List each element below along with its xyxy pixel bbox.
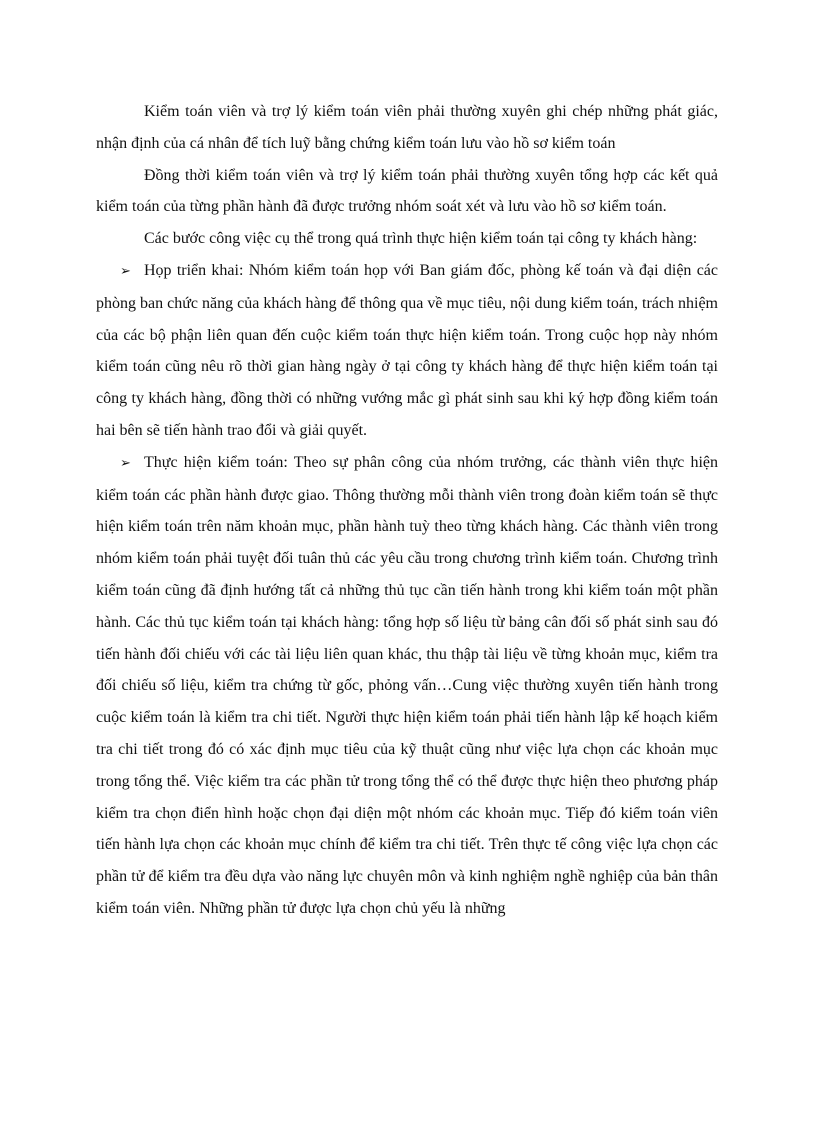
- document-body: [96, 96, 718, 925]
- arrow-bullet-icon: ➢: [120, 263, 131, 279]
- bullet-text: Thực hiện kiểm toán: Theo sự phân công của nhóm trưởng, các thành viên thực hiện kiểm toán các phần hành được giao. Thông thường mỗi thành viên trong đoàn kiểm toán sẽ thực hiện kiểm toán trên năm khoản mục, phần hành tuỳ theo từng khách hàng. Các thành viên trong nhóm kiểm toán phải tuyệt đối tuân thủ các yêu cầu trong chương trình kiểm toán. Chương trình kiểm toán cũng đã định hướng tất cả những thủ tục cần tiến hành trong khi kiểm toán một phần hành. Các thủ tục kiểm toán tại khách hàng: tổng hợp số liệu từ bảng cân đối số phát sinh sau đó tiến hành đối chiếu với các tài liệu liên quan khác, thu thập tài liệu về từng khoản mục, kiểm tra đối chiếu số liệu, kiểm tra chứng từ gốc, phỏng vấn…Cung việc thường xuyên tiến hành trong cuộc kiểm toán là kiểm tra chi tiết. Người thực hiện kiểm toán phải tiến hành lập kế hoạch kiểm tra chi tiết trong đó có xác định mục tiêu của kỹ thuật cũng như việc lựa chọn các khoản mục trong tổng thể. Việc kiểm tra các phần tử trong tổng thể có thể được thực hiện theo phương pháp kiểm tra chọn điển hình hoặc chọn đại diện một nhóm các khoản mục. Tiếp đó kiểm toán viên tiến hành lựa chọn các khoản mục chính để kiểm tra chi tiết. Trên thực tế công việc lựa chọn các phần tử để kiểm tra đều dựa vào năng lực chuyên môn và kinh nghiệm nghề nghiệp của bản thân kiểm toán viên. Những phần tử được lựa chọn chủ yếu là những: [96, 453, 718, 917]
- bullet-deployment-meeting: [96, 255, 718, 447]
- bullet-perform-audit: [96, 447, 718, 925]
- arrow-bullet-icon: ➢: [120, 455, 131, 471]
- paragraph-results-summary: Đồng thời kiểm toán viên và trợ lý kiểm toán phải thường xuyên tổng hợp các kết quả kiểm toán của từng phần hành đã được trưởng nhóm soát xét và lưu vào hồ sơ kiểm toán.: [96, 166, 718, 216]
- bullet-text: Họp triển khai: Nhóm kiểm toán họp với Ban giám đốc, phòng kế toán và đại diện các phòng ban chức năng của khách hàng để thông qua về mục tiêu, nội dung kiểm toán, trách nhiệm của các bộ phận liên quan đến cuộc kiểm toán thực hiện kiểm toán. Trong cuộc họp này nhóm kiểm toán cũng nêu rõ thời gian hàng ngày ở tại công ty khách hàng để thực hiện kiểm toán tại công ty khách hàng, đồng thời có những vướng mắc gì phát sinh sau khi ký hợp đồng kiểm toán hai bên sẽ tiến hành trao đổi và giải quyết.: [96, 261, 718, 439]
- paragraph-evidence-recording: Kiểm toán viên và trợ lý kiểm toán viên phải thường xuyên ghi chép những phát giác, nhận định của cá nhân để tích luỹ bằng chứng kiểm toán lưu vào hồ sơ kiểm toán: [96, 103, 718, 152]
- paragraph-work-steps-intro: Các bước công việc cụ thể trong quá trình thực hiện kiểm toán tại công ty khách hàng:: [144, 230, 698, 248]
